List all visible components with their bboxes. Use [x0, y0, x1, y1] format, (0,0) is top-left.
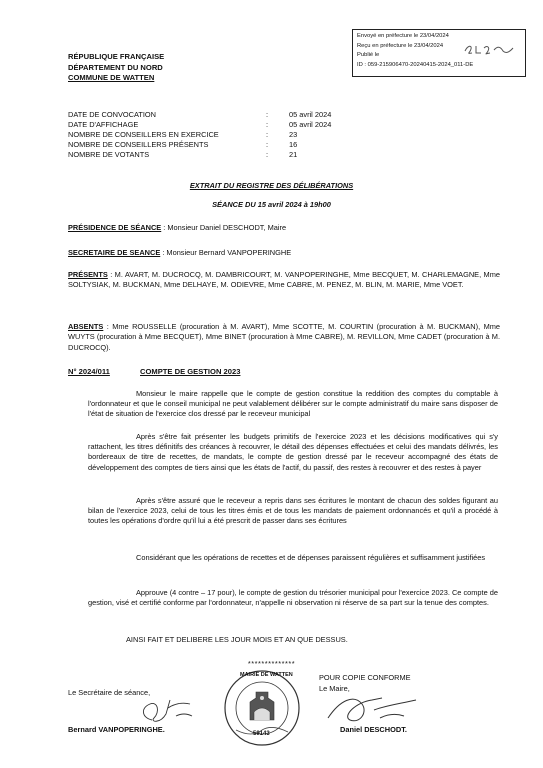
absents-paragraph: [68, 322, 500, 353]
info-colon: :: [266, 120, 269, 129]
info-label-votants: NOMBRE DE VOTANTS: [68, 150, 150, 159]
presidence-text: : Monsieur Daniel DESCHODT, Maire: [161, 223, 287, 232]
mayor-title: Le Maire,: [319, 684, 350, 693]
stamp-sent-line: Envoyé en préfecture le 23/04/2024: [357, 33, 449, 39]
info-value-votants: 21: [289, 150, 298, 159]
seal-top-text: MAIRIE DE WATTEN: [240, 672, 293, 678]
info-label-presents: NOMBRE DE CONSEILLERS PRÉSENTS: [68, 140, 209, 149]
absents-text: : Mme ROUSSELLE (procuration à M. AVART), Mme SCOTTE, M. COURTIN (procuration à M. BUCKMAN), Mme WUYTS (procuration à Mme BECQUET), Mme BINET (procuration à Mme CABRE), M. REVILLON, Mme CADET (procuration à M. DUCROCQ).: [68, 322, 500, 352]
header-republic: RÉPUBLIQUE FRANÇAISE: [68, 52, 165, 61]
deliberation-number: N° 2024/011: [68, 367, 110, 376]
handwritten-mark: [463, 42, 518, 56]
presents-text: : M. AVART, M. DUCROCQ, M. DAMBRICOURT, M. VANPOPERINGHE, Mme BECQUET, M. CHARLEMAGNE, Mme SOLTYSIAK, M. BUCKMAN, Mme DELHAYE, M. ODIEVRE, Mme CABRE, M. PENEZ, M. BLIN, M. MARIE, Mme VOET.: [68, 270, 500, 290]
secretaire-label: SECRETAIRE DE SEANCE: [68, 248, 161, 257]
info-label-convocation: DATE DE CONVOCATION: [68, 110, 157, 119]
seance-title: SÉANCE DU 15 avril 2024 à 19h00: [212, 200, 331, 209]
stamp-received-line: Reçu en préfecture le 23/04/2024: [357, 42, 444, 49]
header-department: DÉPARTEMENT DU NORD: [68, 62, 163, 72]
info-label-affichage: DATE D'AFFICHAGE: [68, 120, 139, 129]
paragraph-rappel: Monsieur le maire rappelle que le compte de gestion constitue la reddition des comptes du comptable à l'ordonnateur et que le conseil municipal ne peut valablement délibérer sur le compte administratif du maire sans disposer de l'état de situation de l'exercice clos dressé par le receveur municipal: [88, 389, 498, 419]
mayor-name: Daniel DESCHODT.: [340, 725, 407, 734]
deliberation-title: COMPTE DE GESTION 2023: [140, 367, 241, 376]
info-value-affichage: 05 avril 2024: [289, 120, 332, 129]
secretary-name: Bernard VANPOPERINGHE.: [68, 725, 165, 734]
info-colon: :: [266, 150, 269, 159]
mayor-signature: [320, 690, 430, 730]
secretaire-text: : Monsieur Bernard VANPOPERINGHE: [160, 248, 292, 257]
stamp-id-line: ID : 059-215906470-20240415-2024_011-DE: [357, 61, 474, 68]
extract-title: EXTRAIT DU REGISTRE DES DÉLIBÉRATIONS: [189, 181, 354, 190]
republic-header: [68, 52, 164, 84]
presents-paragraph: [68, 270, 500, 291]
info-colon: :: [266, 110, 269, 119]
info-value-exercice: 23: [289, 130, 298, 139]
info-colon: :: [266, 130, 269, 139]
prefecture-stamp: [352, 29, 526, 77]
presents-label: PRÉSENTS: [68, 270, 108, 279]
header-commune: COMMUNE DE WATTEN: [68, 73, 155, 82]
stars-separator: **************: [247, 659, 296, 668]
info-value-presents: 16: [289, 140, 298, 149]
info-label-exercice: NOMBRE DE CONSEILLERS EN EXERCICE: [68, 130, 219, 139]
seal-bottom-text: 59143: [253, 731, 270, 737]
paragraph-assurance: Après s'être assuré que le receveur a repris dans ses écritures le montant de chacun des soldes figurant au bilan de l'exercice 2023, celui de tous les titres émis et de tous les mandats de paiement ordonnancés et qu'il a procédé à toutes les opérations d'ordre qu'il lui a été prescrit de passer dans ses écritures: [88, 496, 498, 526]
paragraph-approuve: Approuve (4 contre – 17 pour), le compte de gestion du trésorier municipal pour l'exercice 2023. Ce compte de gestion, visé et certifié conforme par l'ordonnateur, n'appelle ni observation ni réserve de sa part sur la tenue des comptes.: [88, 588, 498, 608]
paragraph-presentation: Après s'être fait présenter les budgets primitifs de l'exercice 2023 et les décisions modificatives qui s'y rattachent, les titres définitifs des créances à recouvrer, le détail des dépenses effectuées et celui des mandats délivrés, les bordereaux de titre de recettes, de mandats, le compte de gestion dressé par le receveur accompagné des états de développement des comptes de tiers ainsi que les états de l'actif, du passif, des restes à recouvrer et des restes à payer: [88, 432, 498, 472]
presidence-label: PRÉSIDENCE DE SÉANCE: [68, 223, 162, 232]
absents-label: ABSENTS: [68, 322, 104, 331]
info-colon: :: [266, 140, 269, 149]
presidence-line: [68, 223, 500, 233]
secretary-title: Le Secrétaire de séance,: [68, 688, 151, 697]
secretary-signature: [130, 690, 205, 730]
info-value-convocation: 05 avril 2024: [289, 110, 332, 119]
secretaire-line: [68, 248, 500, 258]
ainsi-fait-line: AINSI FAIT ET DELIBERE LES JOUR MOIS ET AN QUE DESSUS.: [126, 635, 348, 644]
paragraph-considerant: Considérant que les opérations de recettes et de dépenses paraissent régulières et suffisamment justifiées: [136, 553, 486, 562]
copie-conforme: POUR COPIE CONFORME: [319, 673, 411, 682]
stamp-published-line: Publié le: [357, 52, 380, 58]
